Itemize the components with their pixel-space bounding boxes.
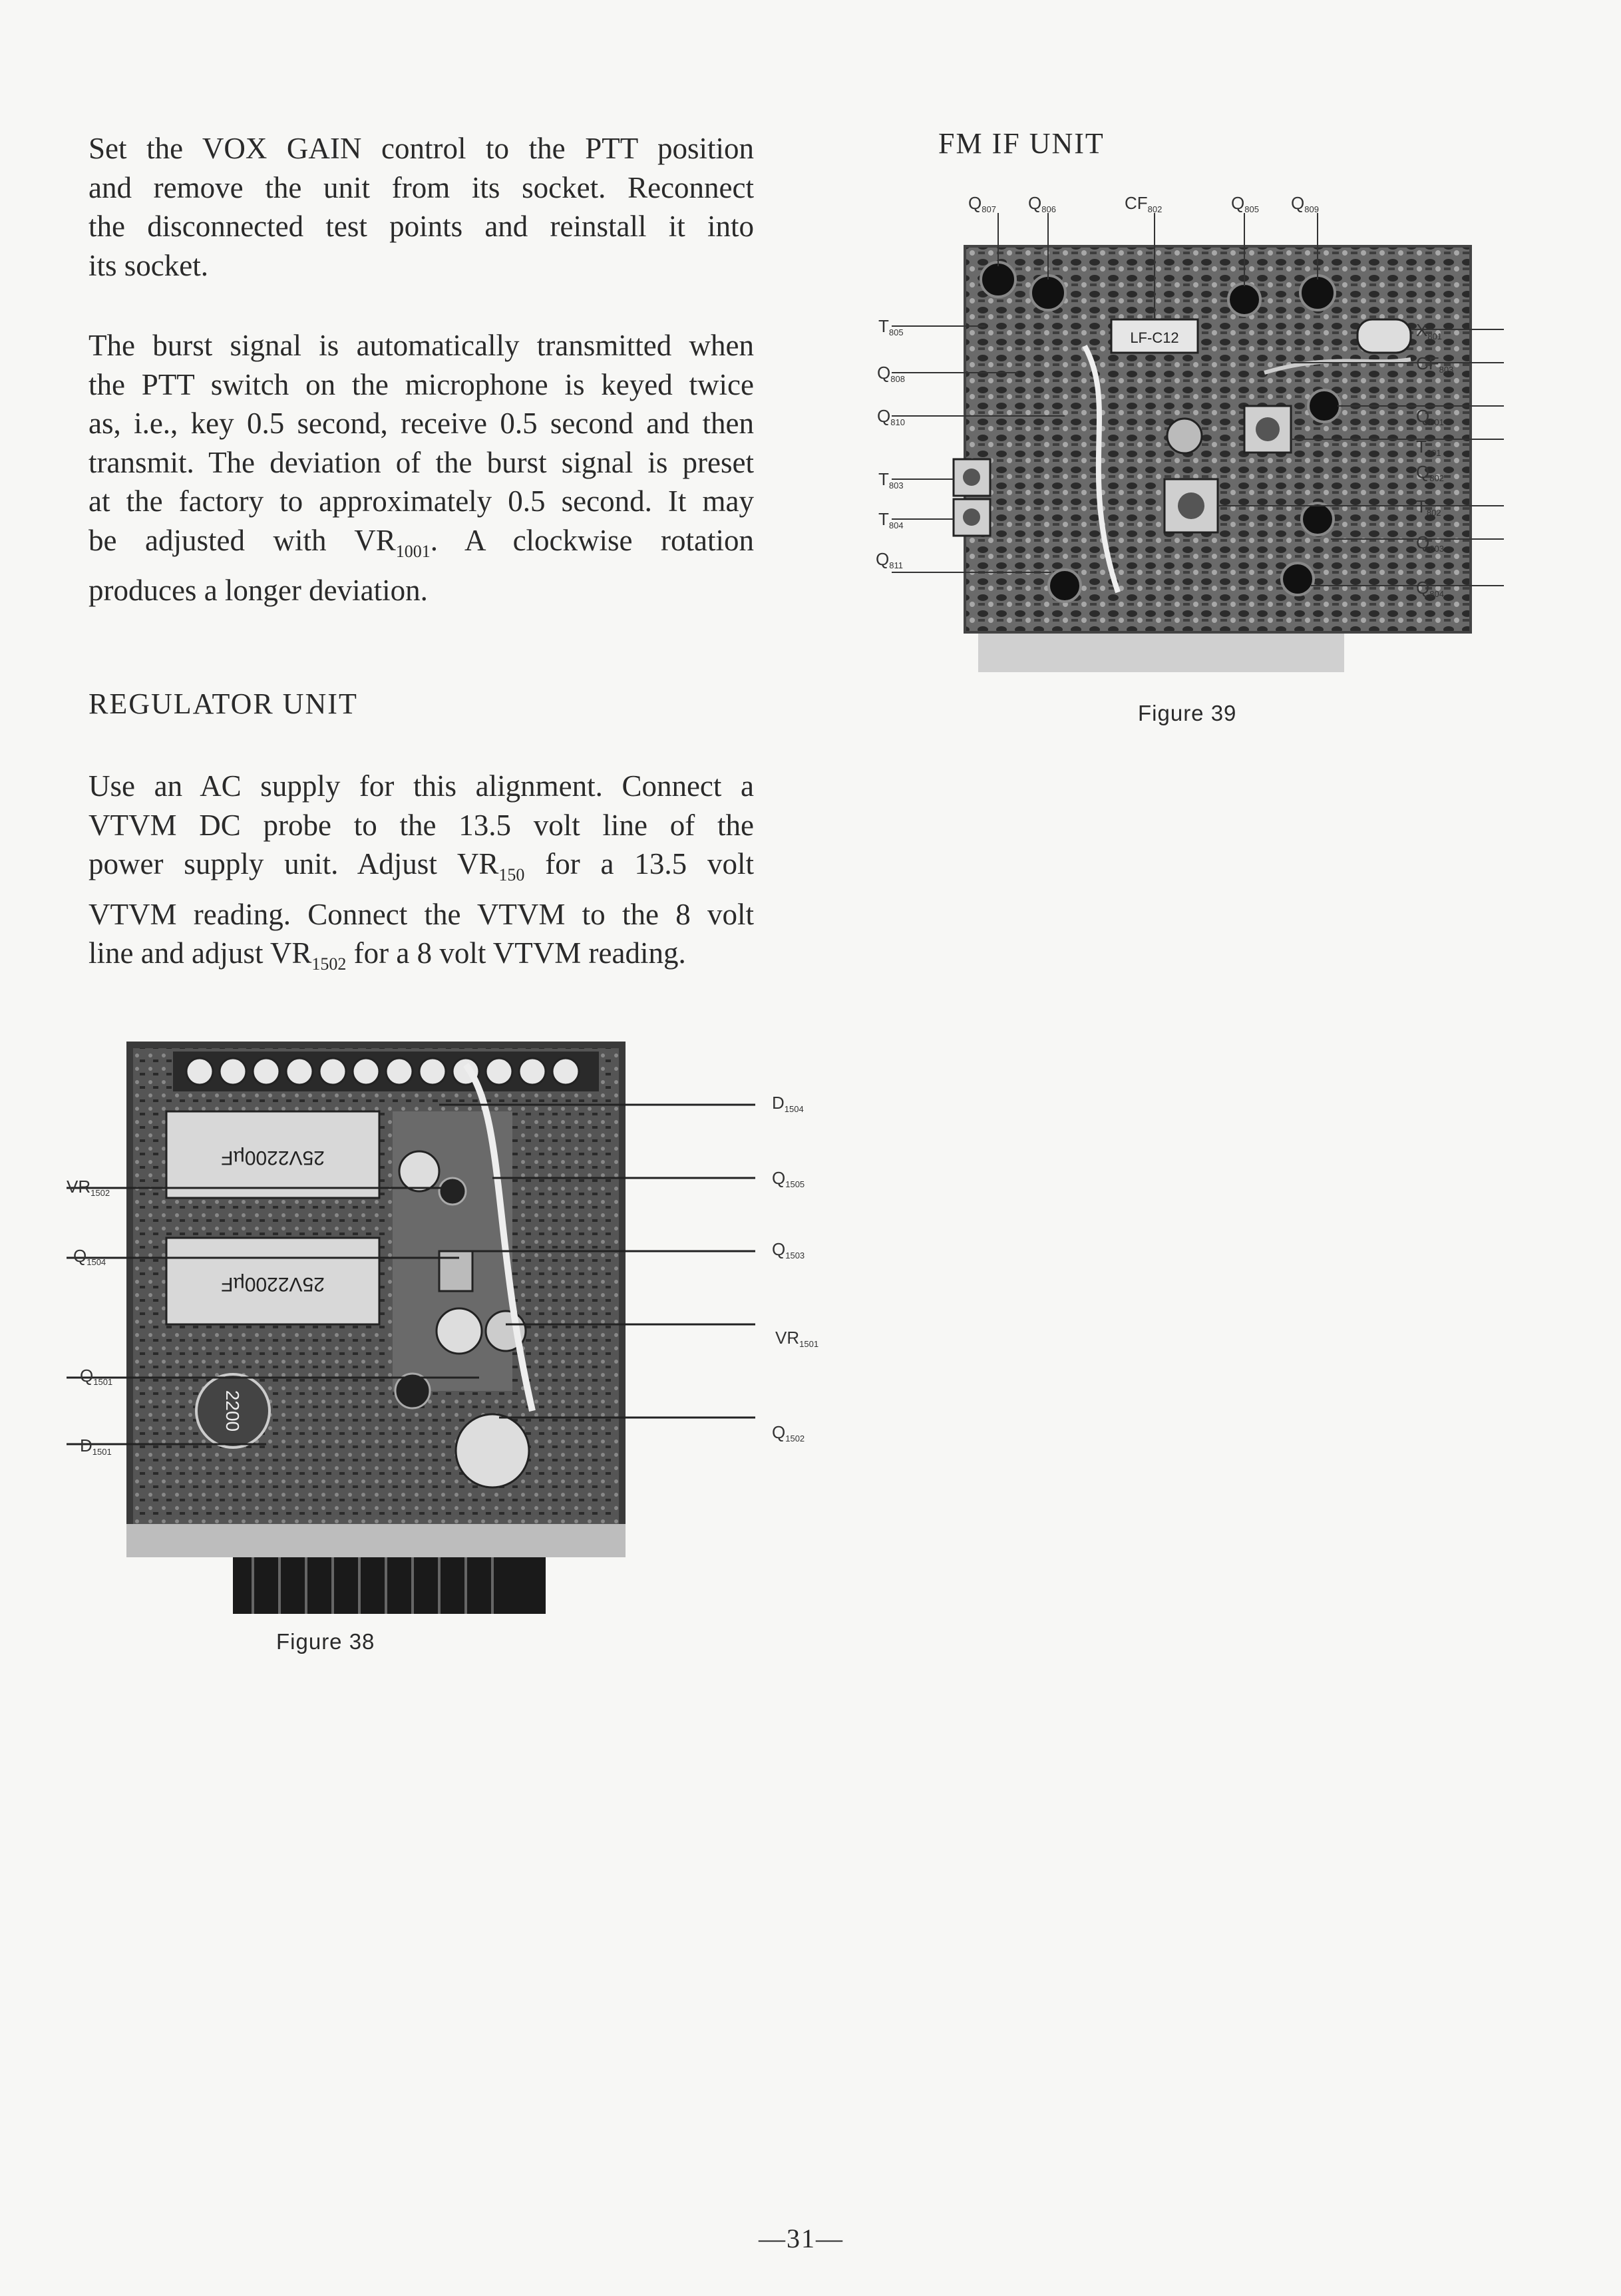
label-q1503: $Q_{1503}$ xyxy=(772,1239,805,1260)
page-number: —31— xyxy=(759,2223,844,2253)
label-t805: $T_{805}$ xyxy=(878,316,904,337)
label-t801: $T_{801}$ xyxy=(1416,437,1441,458)
small-capacitor-label: 2200 xyxy=(222,1390,243,1432)
label-vr1502: $VR_{1502}$ xyxy=(67,1177,110,1198)
label-q1501: $Q_{1501}$ xyxy=(80,1366,113,1387)
label-q811: $Q_{811}$ xyxy=(876,549,903,570)
fm-if-board-photo xyxy=(865,193,1504,685)
label-t804: $T_{804}$ xyxy=(878,509,904,530)
paragraph-burst-signal: The burst signal is automatically transmitted when the PTT switch on the microphone is keyed twice as, i.e., key 0.5 second, receive 0.5 second and then transmit. The deviation of the burst signal is preset at the factory to approximately 0.5 second. It may be adjusted with $VR_{1001}$. A clockwise rotation produces a longer deviation. xyxy=(89,329,755,607)
ceramic-filter-label: LF-C12 xyxy=(1130,329,1179,346)
label-d1504: $D_{1504}$ xyxy=(772,1093,804,1114)
label-x801: $X_{801}$ xyxy=(1416,320,1443,341)
label-q802: $Q_{802}$ xyxy=(1416,462,1444,483)
label-t802: $T_{802}$ xyxy=(1416,496,1441,518)
regulator-unit-heading: REGULATOR UNIT xyxy=(89,687,358,720)
label-cf802: $CF_{802}$ xyxy=(1125,193,1163,214)
capacitor-label-2: 25V2200µF xyxy=(221,1273,325,1295)
label-vr1501: $VR_{1501}$ xyxy=(775,1328,819,1349)
label-q807: $Q_{807}$ xyxy=(968,193,996,214)
label-d1501: $D_{1501}$ xyxy=(80,1435,112,1457)
label-q808: $Q_{808}$ xyxy=(877,363,905,384)
label-t803: $T_{803}$ xyxy=(878,469,904,490)
figure-39-caption: Figure 39 xyxy=(1138,701,1237,725)
paragraph-regulator: Use an AC supply for this alignment. Connect a VTVM DC probe to the 13.5 volt line of the power supply unit. Adjust $VR_{150}$ for a 13.5 volt VTVM reading. Connect the VTVM to the 8 volt line and adjust $VR_{1502}$ for a 8 volt VTVM reading. xyxy=(89,769,754,974)
label-q1502: $Q_{1502}$ xyxy=(772,1422,805,1443)
label-q801: $Q_{801}$ xyxy=(1416,406,1444,427)
label-q806: $Q_{806}$ xyxy=(1028,193,1056,214)
paragraph-vox-gain: Set the VOX GAIN control to the PTT position and remove the unit from its socket. Reconnect the disconnected test points and reinstall it into its socket. xyxy=(89,132,754,282)
label-q805: $Q_{805}$ xyxy=(1231,193,1259,214)
label-q809: $Q_{809}$ xyxy=(1291,193,1319,214)
regulator-unit-photo xyxy=(67,1038,865,1617)
fm-if-unit-heading: FM IF UNIT xyxy=(938,127,1105,160)
label-q1504: $Q_{1504}$ xyxy=(73,1246,106,1267)
label-q1505: $Q_{1505}$ xyxy=(772,1168,805,1189)
label-q804: $Q_{804}$ xyxy=(1416,578,1444,599)
figure-38-caption: Figure 38 xyxy=(276,1629,375,1654)
label-q810: $Q_{810}$ xyxy=(877,406,905,427)
label-cf803: $CF_{803}$ xyxy=(1416,353,1454,375)
capacitor-label-1: 25V2200µF xyxy=(221,1147,325,1169)
label-q803: $Q_{803}$ xyxy=(1416,532,1444,554)
